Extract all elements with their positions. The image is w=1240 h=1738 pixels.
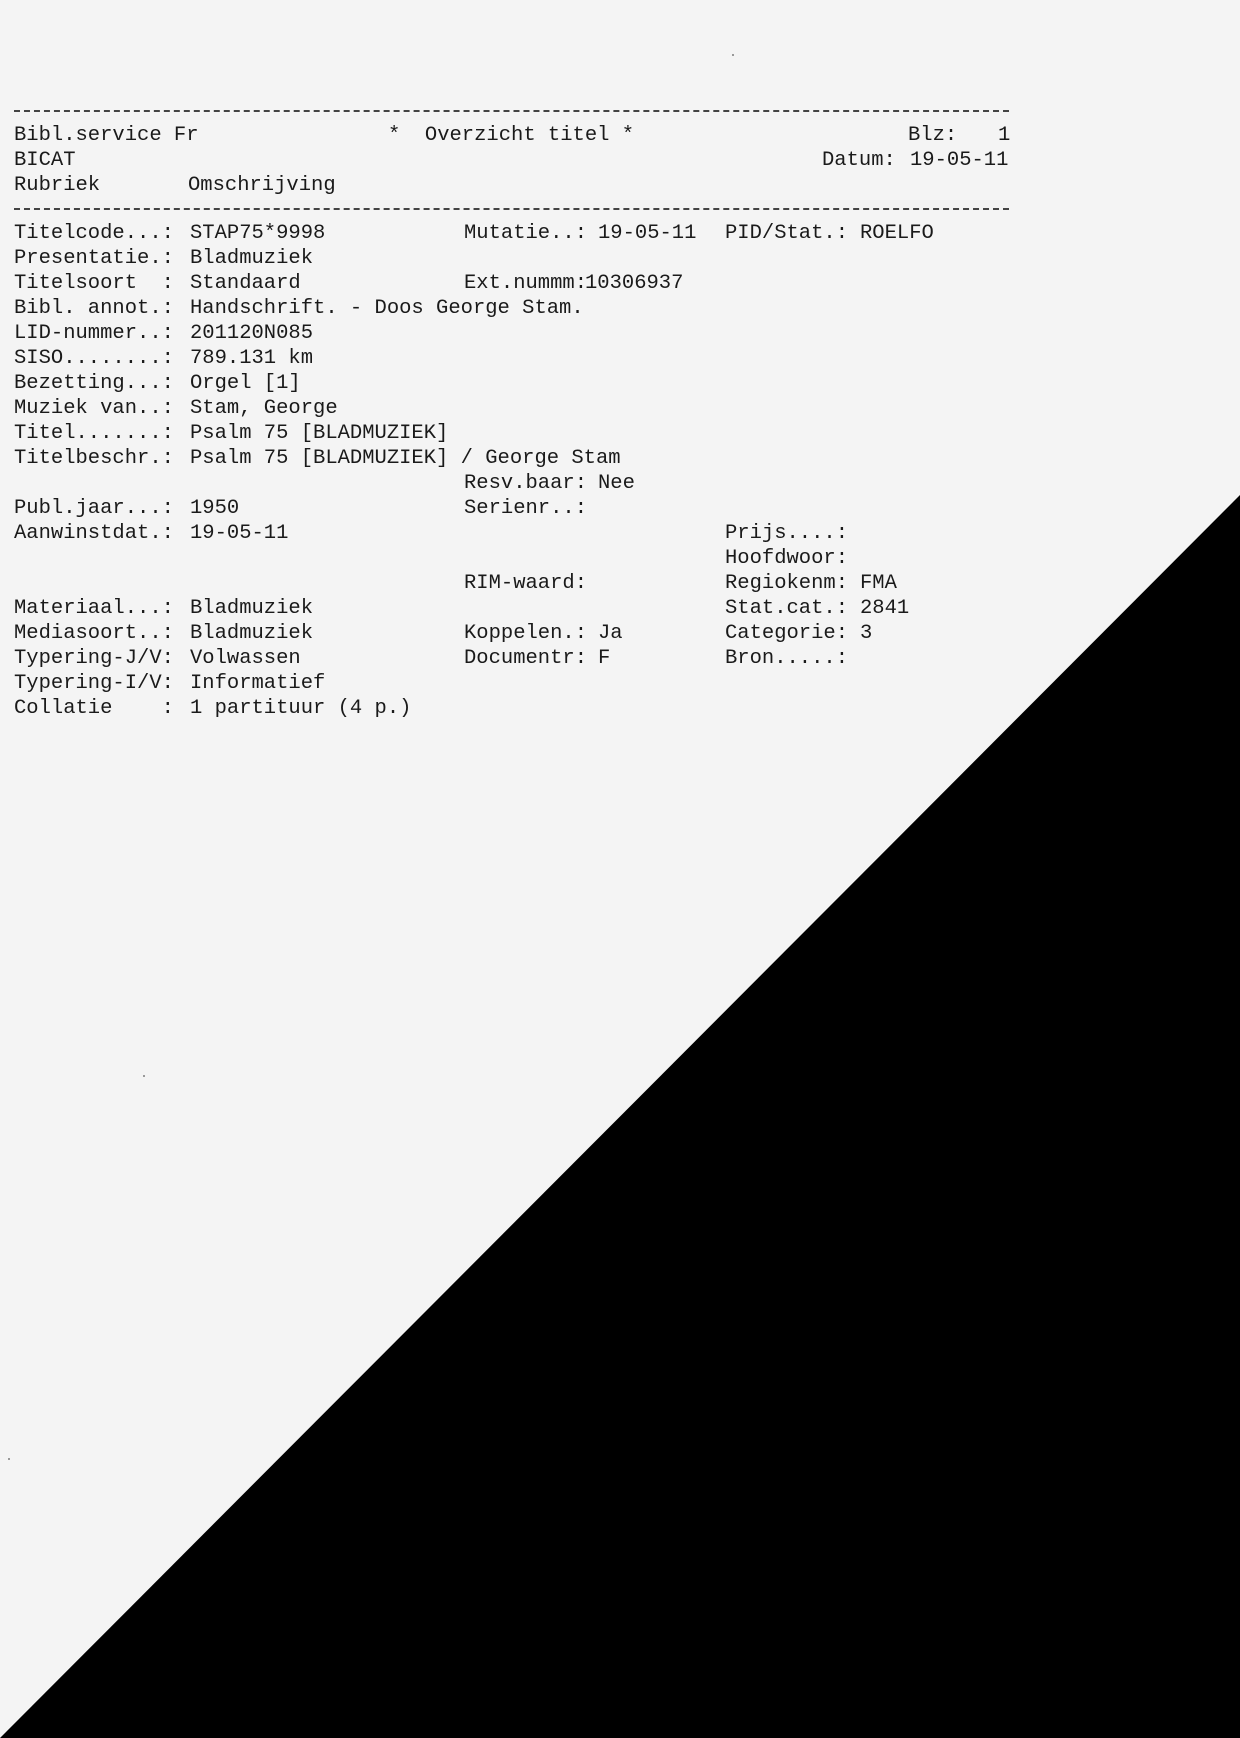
aanwinst-label: Aanwinstdat.: [14, 522, 174, 545]
materiaal-label: Materiaal...: [14, 597, 174, 620]
scan-speck [732, 54, 734, 56]
scan-speck [143, 1075, 145, 1077]
categorie-label: Categorie: [725, 622, 849, 645]
materiaal-value: Bladmuziek [190, 597, 314, 620]
titelsoort-value: Standaard [190, 272, 301, 295]
regio-value: FMA [860, 572, 897, 595]
mutatie-label: Mutatie..: [464, 222, 588, 245]
publjaar-label: Publ.jaar...: [14, 497, 174, 520]
bron-label: Bron.....: [725, 647, 849, 670]
documentr-value: F [598, 647, 611, 670]
statcat-value: 2841 [860, 597, 910, 620]
date-label: Datum: [822, 149, 896, 172]
prijs-label: Prijs....: [725, 522, 849, 545]
typiv-value: Informatief [190, 672, 326, 695]
pidstat-value: ROELFO [860, 222, 934, 245]
collatie-value: 1 partituur (4 p.) [190, 697, 412, 720]
siso-value: 789.131 km [190, 347, 314, 370]
column-header-omschrijving: Omschrijving [188, 174, 336, 197]
statcat-label: Stat.cat.: [725, 597, 849, 620]
typiv-label: Typering-I/V: [14, 672, 174, 695]
publjaar-value: 1950 [190, 497, 240, 520]
report-date: 19-05-11 [910, 149, 1009, 172]
siso-label: SISO........: [14, 347, 174, 370]
lid-label: LID-nummer..: [14, 322, 174, 345]
lid-value: 201120N085 [190, 322, 314, 345]
system-name: Bibl.service Fr [14, 124, 199, 147]
presentatie-label: Presentatie.: [14, 247, 174, 270]
typjv-value: Volwassen [190, 647, 301, 670]
koppelen-value: Ja [598, 622, 623, 645]
muziek-label: Muziek van..: [14, 397, 174, 420]
annot-label: Bibl. annot.: [14, 297, 174, 320]
collatie-label: Collatie : [14, 697, 174, 720]
mediasoort-value: Bladmuziek [190, 622, 314, 645]
extnummer-label: Ext.nummm: [464, 272, 588, 295]
typjv-label: Typering-J/V: [14, 647, 174, 670]
black-triangle-shape [0, 495, 1240, 1738]
titel-value: Psalm 75 [BLADMUZIEK] [190, 422, 449, 445]
resv-label: Resv.baar: [464, 472, 588, 495]
regio-label: Regiokenm: [725, 572, 849, 595]
resv-value: Nee [598, 472, 635, 495]
bezetting-label: Bezetting...: [14, 372, 174, 395]
categorie-value: 3 [860, 622, 873, 645]
titelbeschr-label: Titelbeschr.: [14, 447, 174, 470]
scan-speck [8, 1458, 10, 1460]
serienr-label: Serienr..: [464, 497, 588, 520]
report-title: * Overzicht titel * [388, 124, 635, 147]
bezetting-value: Orgel [1] [190, 372, 301, 395]
mediasoort-label: Mediasoort..: [14, 622, 174, 645]
catalog-name: BICAT [14, 149, 76, 172]
muziek-value: Stam, George [190, 397, 338, 420]
rim-label: RIM-waard: [464, 572, 588, 595]
page-number: 1 [998, 124, 1011, 147]
titelcode-value: STAP75*9998 [190, 222, 326, 245]
titel-label: Titel.......: [14, 422, 174, 445]
titelsoort-label: Titelsoort : [14, 272, 174, 295]
page-label: Blz: [908, 124, 958, 147]
documentr-label: Documentr: [464, 647, 588, 670]
mutatie-value: 19-05-11 [598, 222, 697, 245]
presentatie-value: Bladmuziek [190, 247, 314, 270]
titelcode-label: Titelcode...: [14, 222, 174, 245]
koppelen-label: Koppelen.: [464, 622, 588, 645]
extnummer-value: 10306937 [585, 272, 684, 295]
aanwinst-value: 19-05-11 [190, 522, 289, 545]
column-header-rubriek: Rubriek [14, 174, 101, 197]
hoofdwoor-label: Hoofdwoor: [725, 547, 849, 570]
pidstat-label: PID/Stat.: [725, 222, 849, 245]
annot-value: Handschrift. - Doos George Stam. [190, 297, 584, 320]
titelbeschr-value: Psalm 75 [BLADMUZIEK] / George Stam [190, 447, 621, 470]
